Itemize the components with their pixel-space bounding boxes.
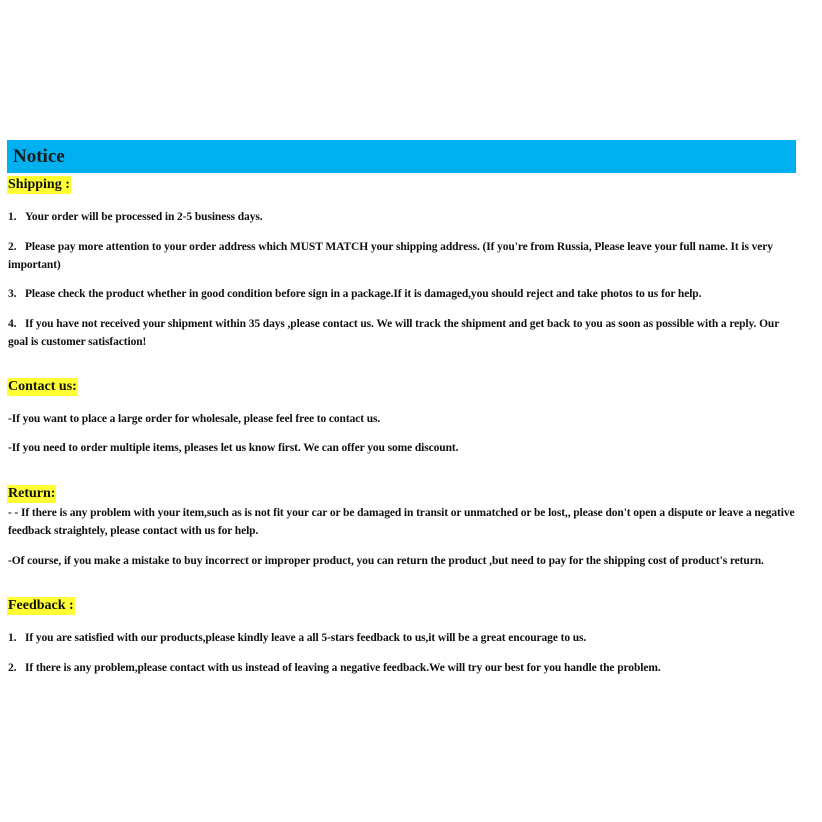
return-item-2: -Of course, if you make a mistake to buy incorrect or improper product, you can return the product ,but need to pay for the shipping cost of product's return. [8,555,764,567]
shipping-item-1 [8,208,798,226]
notice-banner [7,140,796,173]
shipping-item-2-text: Please pay more attention to your order address which MUST MATCH your shipping address. (If you're from Russia, Please leave your full name. It is very important) [8,241,773,271]
feedback-item-1 [8,629,798,647]
shipping-item-4-text: If you have not received your shipment within 35 days ,please contact us. We will track the shipment and get back to you as soon as possible with a reply. Our goal is customer satisfaction! [8,318,780,348]
contact-item-1: -If you want to place a large order for wholesale, please feel free to contact us. [8,413,381,425]
feedback-item-1-text: If you are satisfied with our products,please kindly leave a all 5-stars feedback to us,it will be a great encourage to us. [25,632,587,644]
shipping-item-1-number: 1. [8,211,17,223]
feedback-item-2-text: If there is any problem,please contact with us instead of leaving a negative feedback.We will try our best for you handle the problem. [25,662,661,674]
feedback-item-1-number: 1. [8,632,17,644]
shipping-item-4 [8,315,798,351]
notice-title: Notice [13,146,65,167]
feedback-heading: Feedback : [8,598,74,613]
shipping-item-2-number: 2. [8,241,17,253]
shipping-item-3-number: 3. [8,288,17,300]
return-item-1: - - If there is any problem with your item,such as is not fit your car or be damaged in transit or unmatched or be lost,, please don't open a dispute or leave a negative feedback straightely, please contact with us for help. [8,507,795,537]
shipping-item-4-number: 4. [8,318,17,330]
shipping-item-3-text: Please check the product whether in good condition before sign in a package.If it is damaged,you should reject and take photos to us for help. [25,288,702,300]
return-heading: Return: [8,486,56,501]
feedback-item-2 [8,659,798,677]
shipping-item-1-text: Your order will be processed in 2-5 business days. [25,211,263,223]
shipping-heading: Shipping : [8,177,70,192]
shipping-item-3 [8,285,798,303]
contact-item-2: -If you need to order multiple items, pleases let us know first. We can offer you some discount. [8,442,459,454]
contact-heading: Contact us: [8,379,77,394]
feedback-item-2-number: 2. [8,662,17,674]
shipping-item-2 [8,238,798,274]
